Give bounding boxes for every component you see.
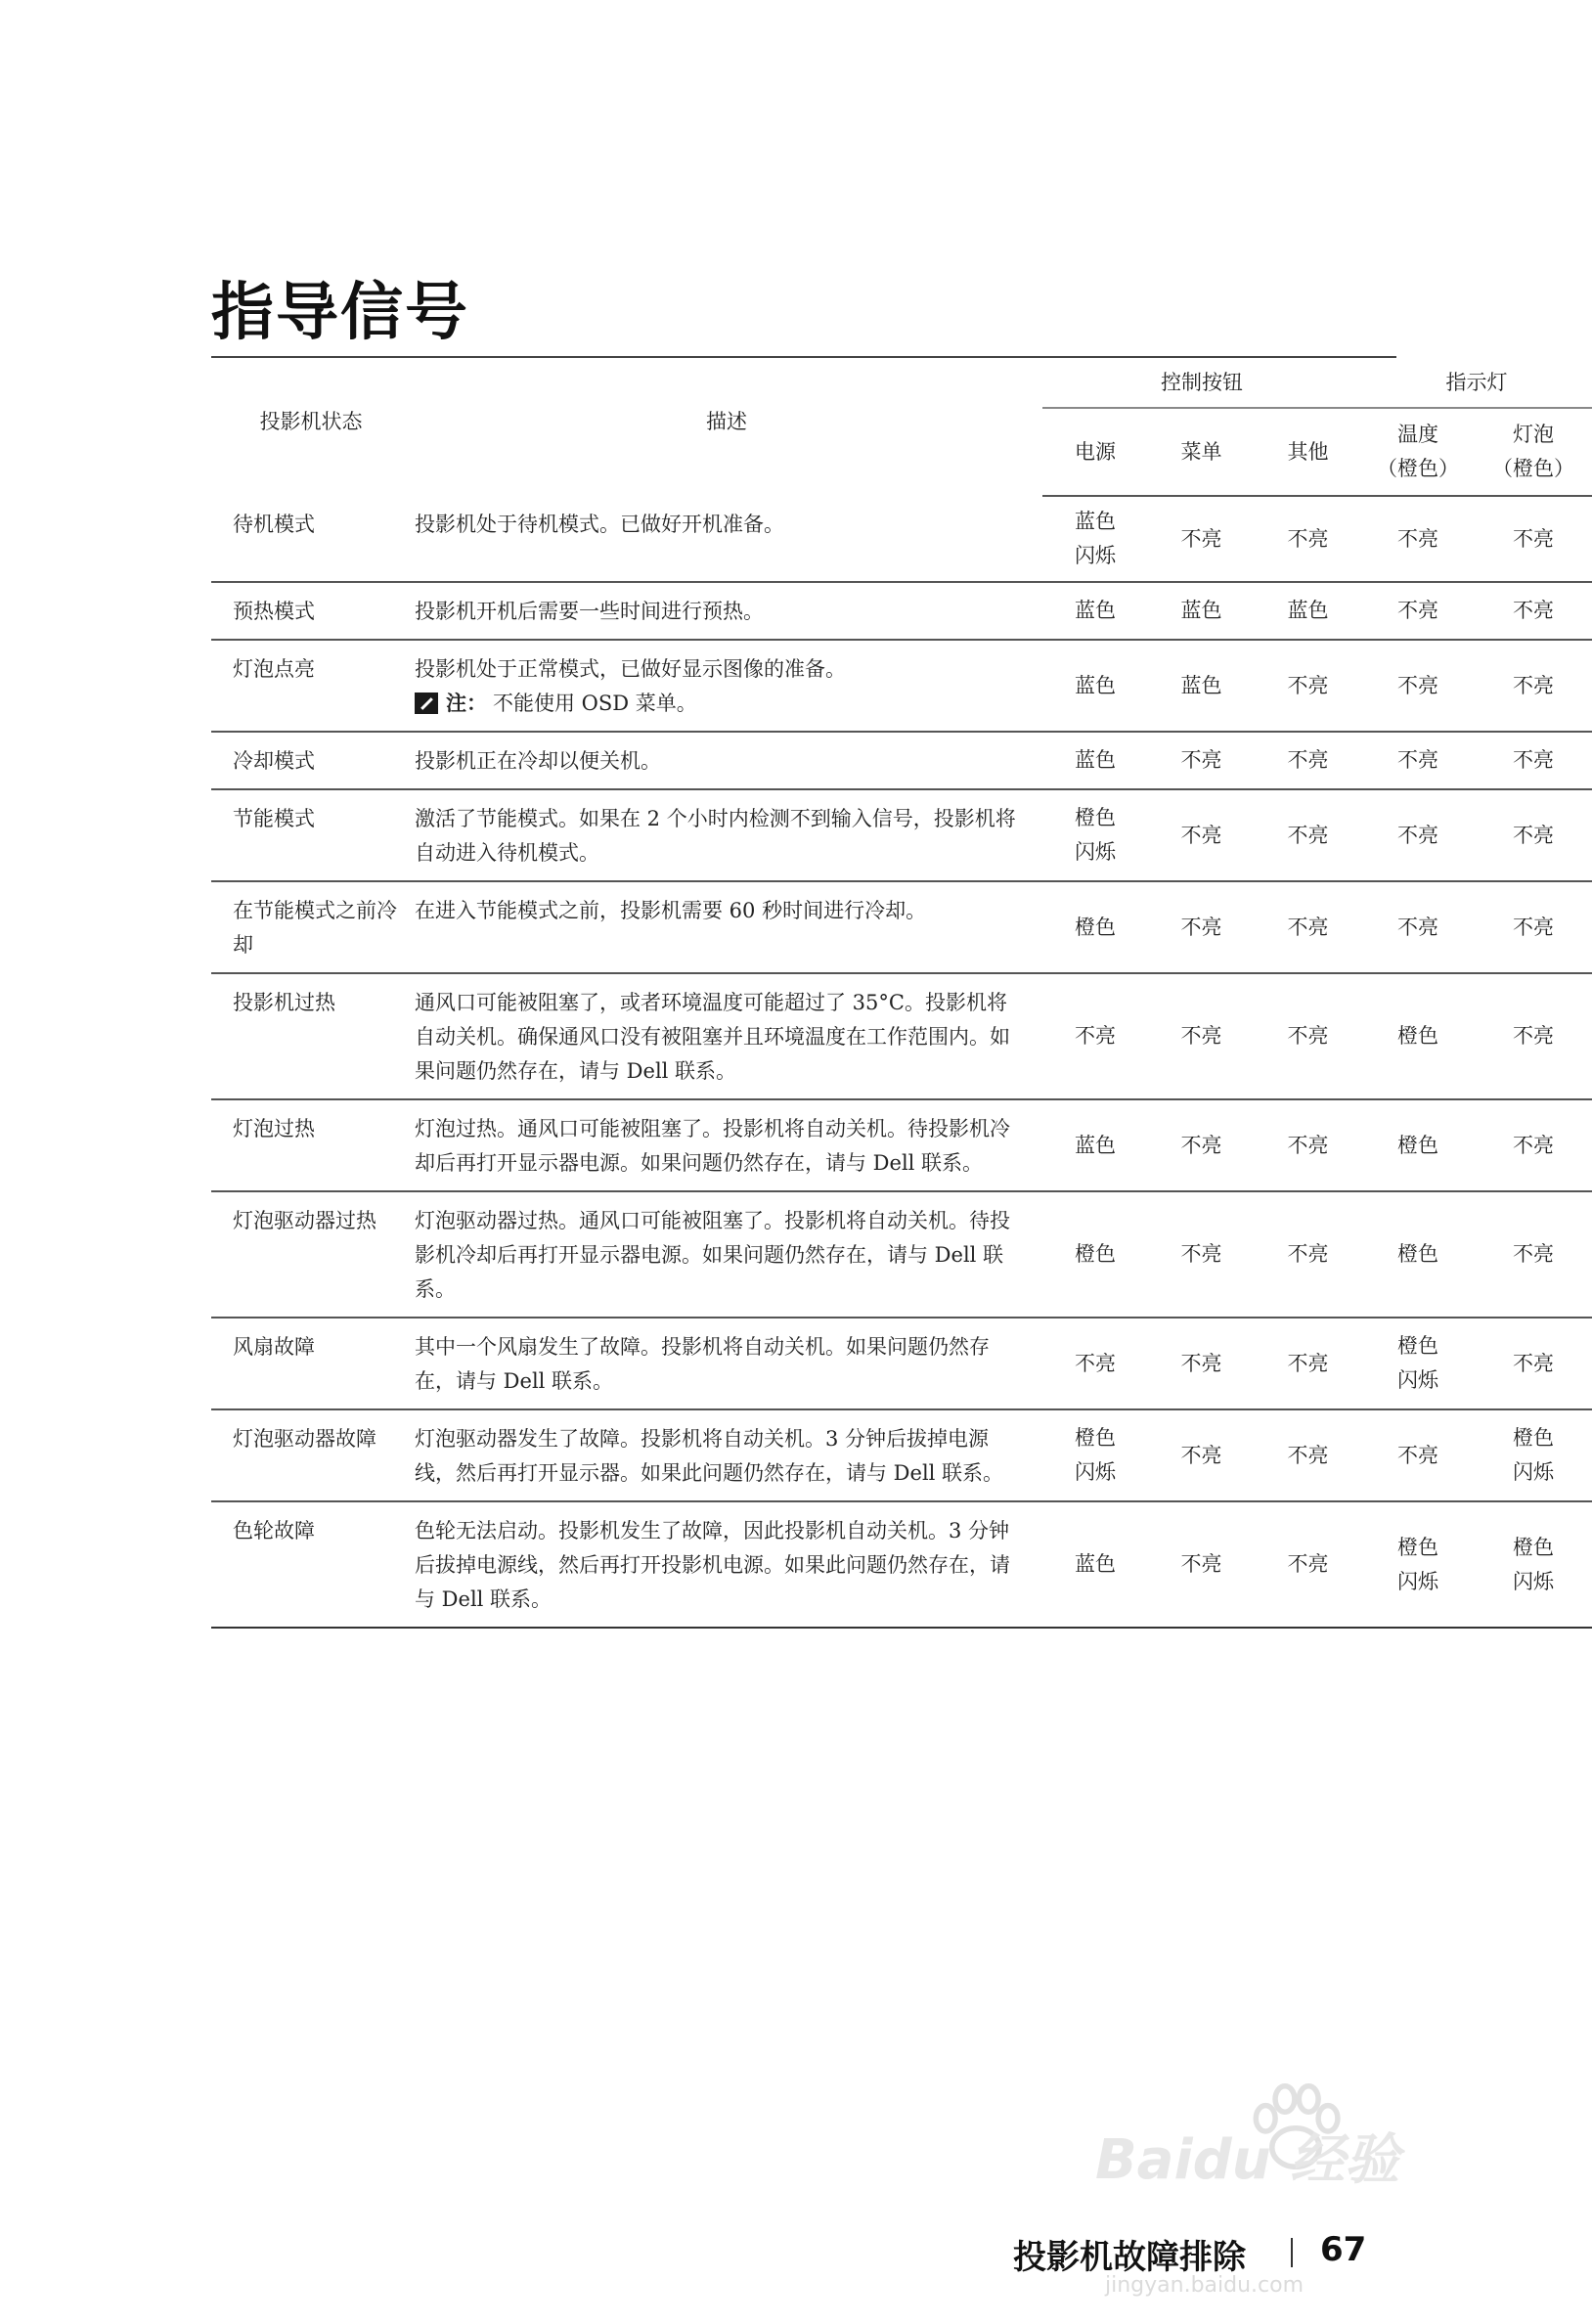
- cell-other: 不亮: [1287, 1552, 1329, 1576]
- row-description: [411, 732, 1042, 789]
- row-description: [411, 640, 1042, 732]
- note-text: 不能使用 OSD 菜单。: [493, 692, 697, 715]
- cell-power: 蓝色 闪烁: [1075, 510, 1116, 567]
- row-description-text: 其中一个风扇发生了故障。投影机将自动关机。如果问题仍然存在，请与 Dell 联系。: [415, 1335, 990, 1393]
- row-state: 投影机过热: [233, 991, 335, 1014]
- header-menu: 菜单: [1148, 408, 1255, 496]
- header-description: 描述: [706, 410, 747, 433]
- row-description: [411, 1191, 1042, 1318]
- table-row: [211, 640, 1592, 732]
- table-row: [211, 881, 1592, 973]
- cell-lamp: 不亮: [1513, 1024, 1554, 1048]
- cell-power: 不亮: [1075, 1024, 1116, 1048]
- note: [415, 687, 1025, 721]
- cell-lamp: 不亮: [1513, 1133, 1554, 1157]
- row-description: [411, 1099, 1042, 1191]
- cell-other: 不亮: [1287, 526, 1329, 551]
- row-description: [411, 1409, 1042, 1501]
- cell-other: 不亮: [1287, 823, 1329, 847]
- cell-menu: 不亮: [1180, 1024, 1222, 1048]
- row-description: [411, 881, 1042, 973]
- cell-lamp: 不亮: [1513, 915, 1554, 939]
- cell-other: 不亮: [1287, 1242, 1329, 1266]
- cell-power: 蓝色: [1075, 748, 1116, 772]
- cell-other: 不亮: [1287, 1133, 1329, 1157]
- table-row: [211, 1318, 1592, 1409]
- cell-menu: 不亮: [1180, 1133, 1222, 1157]
- row-description: [411, 973, 1042, 1099]
- cell-power: 橙色 闪烁: [1075, 1426, 1116, 1484]
- table-row: [211, 973, 1592, 1099]
- cell-temp: 橙色 闪烁: [1397, 1334, 1438, 1392]
- cell-menu: 不亮: [1180, 526, 1222, 551]
- header-control-buttons: 控制按钮: [1042, 358, 1361, 408]
- cell-power: 橙色: [1075, 915, 1116, 939]
- cell-other: 不亮: [1287, 915, 1329, 939]
- cell-lamp: 不亮: [1513, 748, 1554, 772]
- row-description: [411, 789, 1042, 881]
- row-description-text: 灯泡过热。通风口可能被阻塞了。投影机将自动关机。待投影机冷却后再打开显示器电源。如果问题仍然存在，请与 Dell 联系。: [415, 1117, 1010, 1175]
- cell-power: 蓝色: [1075, 1552, 1116, 1576]
- cell-power: 蓝色: [1075, 599, 1116, 622]
- cell-menu: 不亮: [1180, 1242, 1222, 1266]
- row-state: 色轮故障: [233, 1519, 315, 1542]
- row-description: [411, 496, 1042, 582]
- row-description-text: 激活了节能模式。如果在 2 个小时内检测不到输入信号，投影机将自动进入待机模式。: [415, 807, 1016, 865]
- cell-menu: 不亮: [1180, 748, 1222, 772]
- header-indicators: 指示灯: [1361, 358, 1592, 408]
- cell-other: 不亮: [1287, 673, 1329, 697]
- table-row: [211, 1409, 1592, 1501]
- cell-menu: 不亮: [1180, 1351, 1222, 1375]
- cell-temp: 不亮: [1397, 823, 1438, 847]
- row-description: [411, 1318, 1042, 1409]
- footer-separator: [1291, 2238, 1293, 2267]
- cell-temp: 橙色: [1397, 1133, 1438, 1157]
- cell-other: 不亮: [1287, 748, 1329, 772]
- cell-power: 蓝色: [1075, 673, 1116, 697]
- row-state: 待机模式: [233, 513, 315, 536]
- header-other: 其他: [1255, 408, 1361, 496]
- page-title: 指导信号: [211, 277, 469, 349]
- cell-other: 蓝色: [1287, 599, 1329, 622]
- row-description-text: 通风口可能被阻塞了，或者环境温度可能超过了 35°C。投影机将自动关机。确保通风口没有被阻塞并且环境温度在工作范围内。如果问题仍然存在，请与 Dell 联系。: [415, 991, 1010, 1083]
- row-description-text: 在进入节能模式之前，投影机需要 60 秒时间进行冷却。: [415, 899, 927, 922]
- cell-temp: 不亮: [1397, 1443, 1438, 1467]
- cell-lamp: 不亮: [1513, 599, 1554, 622]
- note-pencil-icon: [415, 693, 438, 714]
- row-description-text: 灯泡驱动器发生了故障。投影机将自动关机。3 分钟后拔掉电源线，然后再打开显示器。如果此问题仍然存在，请与 Dell 联系。: [415, 1427, 1004, 1485]
- header-state: 投影机状态: [259, 410, 363, 433]
- cell-temp: 橙色: [1397, 1024, 1438, 1048]
- table-row: [211, 1191, 1592, 1318]
- table-row: [211, 1501, 1592, 1628]
- row-description-text: 灯泡驱动器过热。通风口可能被阻塞了。投影机将自动关机。待投影机冷却后再打开显示器电源。如果问题仍然存在，请与 Dell 联系。: [415, 1209, 1010, 1301]
- note-label: 注：: [446, 692, 487, 715]
- indicator-table: [211, 358, 1592, 1629]
- row-state: 节能模式: [233, 807, 315, 830]
- cell-menu: 不亮: [1180, 1552, 1222, 1576]
- cell-lamp: 橙色 闪烁: [1513, 1426, 1554, 1484]
- cell-temp: 不亮: [1397, 748, 1438, 772]
- row-description-text: 色轮无法启动。投影机发生了故障，因此投影机自动关机。3 分钟后拔掉电源线，然后再打开投影机电源。如果此问题仍然存在，请与 Dell 联系。: [415, 1519, 1010, 1611]
- cell-other: 不亮: [1287, 1024, 1329, 1048]
- watermark-url: jingyan.baidu.com: [1105, 2273, 1305, 2298]
- row-state: 灯泡驱动器过热: [233, 1209, 376, 1232]
- row-description: [411, 582, 1042, 640]
- cell-lamp: 不亮: [1513, 1351, 1554, 1375]
- cell-lamp: 不亮: [1513, 823, 1554, 847]
- table-row: [211, 1099, 1592, 1191]
- cell-temp: 橙色 闪烁: [1397, 1535, 1438, 1593]
- table-body: [211, 496, 1592, 1628]
- cell-menu: 蓝色: [1180, 673, 1222, 697]
- cell-power: 不亮: [1075, 1351, 1116, 1375]
- table-row: [211, 582, 1592, 640]
- row-state: 灯泡过热: [233, 1117, 315, 1140]
- cell-temp: 橙色: [1397, 1242, 1438, 1266]
- row-description-text: 投影机处于待机模式。已做好开机准备。: [415, 513, 784, 536]
- row-description-text: 投影机正在冷却以便关机。: [415, 749, 661, 773]
- cell-lamp: 橙色 闪烁: [1513, 1535, 1554, 1593]
- header-power: 电源: [1042, 408, 1148, 496]
- row-state: 灯泡驱动器故障: [233, 1427, 376, 1451]
- cell-other: 不亮: [1287, 1443, 1329, 1467]
- cell-power: 橙色 闪烁: [1075, 806, 1116, 864]
- row-state: 冷却模式: [233, 749, 315, 773]
- table-row: [211, 496, 1592, 582]
- cell-lamp: 不亮: [1513, 1242, 1554, 1266]
- paw-icon: [1242, 2078, 1349, 2185]
- row-description-text: 投影机开机后需要一些时间进行预热。: [415, 600, 764, 623]
- watermark-logo: Baidu 经验: [1095, 2128, 1400, 2192]
- cell-temp: 不亮: [1397, 915, 1438, 939]
- cell-menu: 不亮: [1180, 1443, 1222, 1467]
- cell-lamp: 不亮: [1513, 673, 1554, 697]
- row-state: 灯泡点亮: [233, 657, 315, 681]
- cell-other: 不亮: [1287, 1351, 1329, 1375]
- cell-menu: 不亮: [1180, 823, 1222, 847]
- row-description-text: 投影机处于正常模式，已做好显示图像的准备。: [415, 657, 846, 681]
- header-temp: 温度 （橙色）: [1361, 408, 1475, 496]
- cell-temp: 不亮: [1397, 526, 1438, 551]
- row-state: 在节能模式之前冷却: [233, 899, 397, 957]
- cell-menu: 不亮: [1180, 915, 1222, 939]
- cell-temp: 不亮: [1397, 673, 1438, 697]
- row-state: 风扇故障: [233, 1335, 315, 1359]
- row-state: 预热模式: [233, 600, 315, 623]
- cell-power: 蓝色: [1075, 1133, 1116, 1157]
- footer-section-title: 投影机故障排除: [1013, 2238, 1246, 2277]
- page-number: 67: [1320, 2230, 1367, 2269]
- header-lamp: 灯泡 （橙色）: [1475, 408, 1592, 496]
- cell-power: 橙色: [1075, 1242, 1116, 1266]
- table-row: [211, 732, 1592, 789]
- table-row: [211, 789, 1592, 881]
- cell-temp: 不亮: [1397, 599, 1438, 622]
- cell-menu: 蓝色: [1180, 599, 1222, 622]
- row-description: [411, 1501, 1042, 1628]
- cell-lamp: 不亮: [1513, 526, 1554, 551]
